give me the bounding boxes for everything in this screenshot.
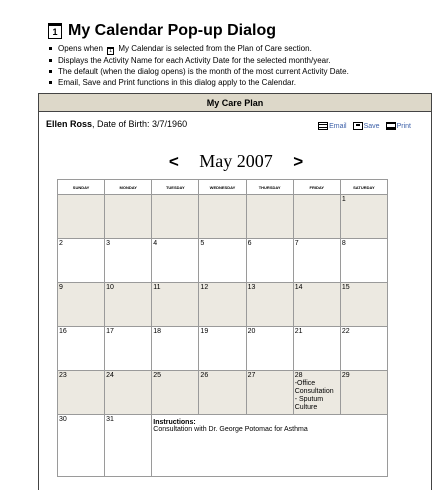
- calendar-day[interactable]: 2: [58, 239, 105, 283]
- calendar-day[interactable]: 24: [105, 371, 152, 415]
- weekday-header: TUESDAY: [152, 180, 199, 195]
- save-label: Save: [363, 122, 380, 130]
- care-plan-dialog: [38, 93, 432, 490]
- calendar-day[interactable]: 13: [246, 283, 293, 327]
- email-label: Email: [329, 122, 347, 130]
- next-month-button[interactable]: >: [293, 152, 304, 171]
- event-item[interactable]: -Office Consultation: [294, 380, 334, 395]
- calendar-week: [58, 371, 388, 415]
- weekday-header: FRIDAY: [293, 180, 340, 195]
- calendar-day-empty: [293, 195, 340, 239]
- calendar-day[interactable]: 5: [199, 239, 246, 283]
- weekday-header: MONDAY: [105, 180, 152, 195]
- instructions-panel: [152, 415, 388, 477]
- calendar-day[interactable]: 17: [105, 327, 152, 371]
- weekday-header-row: [58, 180, 388, 195]
- month-label: May 2007: [199, 151, 273, 171]
- month-navigator: [39, 151, 433, 172]
- calendar-week: [58, 195, 388, 239]
- calendar-day[interactable]: 22: [340, 327, 387, 371]
- calendar-day[interactable]: 7: [293, 239, 340, 283]
- calendar-day[interactable]: 29: [340, 371, 387, 415]
- print-label: Print: [396, 122, 411, 130]
- email-button[interactable]: [318, 122, 347, 130]
- calendar-icon: 1: [107, 47, 114, 55]
- calendar-day[interactable]: 8: [340, 239, 387, 283]
- calendar-day-empty: [199, 195, 246, 239]
- print-icon: [386, 122, 396, 130]
- bullet-item: The default (when the dialog opens) is the month of the most current Activity Date.: [48, 66, 428, 77]
- patient-dob: , Date of Birth: 3/7/1960: [92, 119, 188, 129]
- calendar-day[interactable]: 19: [199, 327, 246, 371]
- calendar-grid: [57, 179, 388, 477]
- calendar-day[interactable]: 27: [246, 371, 293, 415]
- calendar-week: [58, 415, 388, 477]
- weekday-header: WEDNESDAY: [199, 180, 246, 195]
- prev-month-button[interactable]: <: [168, 152, 179, 171]
- weekday-header: SUNDAY: [58, 180, 105, 195]
- calendar-icon: 1: [48, 23, 62, 39]
- calendar-day-empty: [58, 195, 105, 239]
- doc-header: [48, 21, 428, 88]
- calendar-day[interactable]: 31: [105, 415, 152, 477]
- calendar-day-empty: [105, 195, 152, 239]
- bullet-list: [48, 43, 428, 88]
- day-number: 28: [294, 372, 303, 379]
- calendar-day[interactable]: 18: [152, 327, 199, 371]
- calendar-day[interactable]: 1: [340, 195, 387, 239]
- calendar-day[interactable]: 4: [152, 239, 199, 283]
- bullet-item: Displays the Activity Name for each Activity Date for the selected month/year.: [48, 55, 428, 66]
- calendar-week: [58, 283, 388, 327]
- bullet-text: Opens when: [58, 44, 106, 53]
- calendar-day-empty: [152, 195, 199, 239]
- patient-name: Ellen Ross: [46, 119, 93, 129]
- calendar-day[interactable]: 20: [246, 327, 293, 371]
- calendar-week: [58, 239, 388, 283]
- instructions-title: Instructions:: [153, 419, 196, 426]
- calendar-week: [58, 327, 388, 371]
- calendar-day[interactable]: 6: [246, 239, 293, 283]
- page-title: My Calendar Pop-up Dialog: [68, 22, 277, 39]
- calendar-day[interactable]: 12: [199, 283, 246, 327]
- calendar-day-empty: [246, 195, 293, 239]
- print-button[interactable]: [386, 122, 411, 130]
- calendar-day[interactable]: 9: [58, 283, 105, 327]
- calendar-day[interactable]: 3: [105, 239, 152, 283]
- calendar-day[interactable]: 21: [293, 327, 340, 371]
- calendar-day[interactable]: 25: [152, 371, 199, 415]
- patient-info: [46, 119, 187, 129]
- calendar-day[interactable]: 30: [58, 415, 105, 477]
- instructions-text: Consultation with Dr. George Potomac for Asthma: [153, 426, 308, 433]
- calendar-day-with-events[interactable]: [293, 371, 340, 415]
- save-button[interactable]: [353, 122, 380, 130]
- bullet-item: [48, 43, 428, 55]
- weekday-header: SATURDAY: [340, 180, 387, 195]
- calendar-day[interactable]: 14: [293, 283, 340, 327]
- dialog-title: My Care Plan: [39, 94, 431, 112]
- calendar-day[interactable]: 11: [152, 283, 199, 327]
- bullet-text: My Calendar is selected from the Plan of Care section.: [116, 44, 312, 53]
- event-item[interactable]: - Sputum Culture: [294, 396, 324, 411]
- calendar-day[interactable]: 16: [58, 327, 105, 371]
- calendar-day[interactable]: 26: [199, 371, 246, 415]
- calendar-day[interactable]: 15: [340, 283, 387, 327]
- action-bar: [318, 122, 411, 130]
- weekday-header: THURSDAY: [246, 180, 293, 195]
- calendar-day[interactable]: 10: [105, 283, 152, 327]
- save-icon: [353, 122, 363, 130]
- bullet-item: Email, Save and Print functions in this dialog apply to the Calendar.: [48, 77, 428, 88]
- email-icon: [318, 122, 328, 130]
- calendar-day[interactable]: 23: [58, 371, 105, 415]
- title-row: [48, 21, 428, 41]
